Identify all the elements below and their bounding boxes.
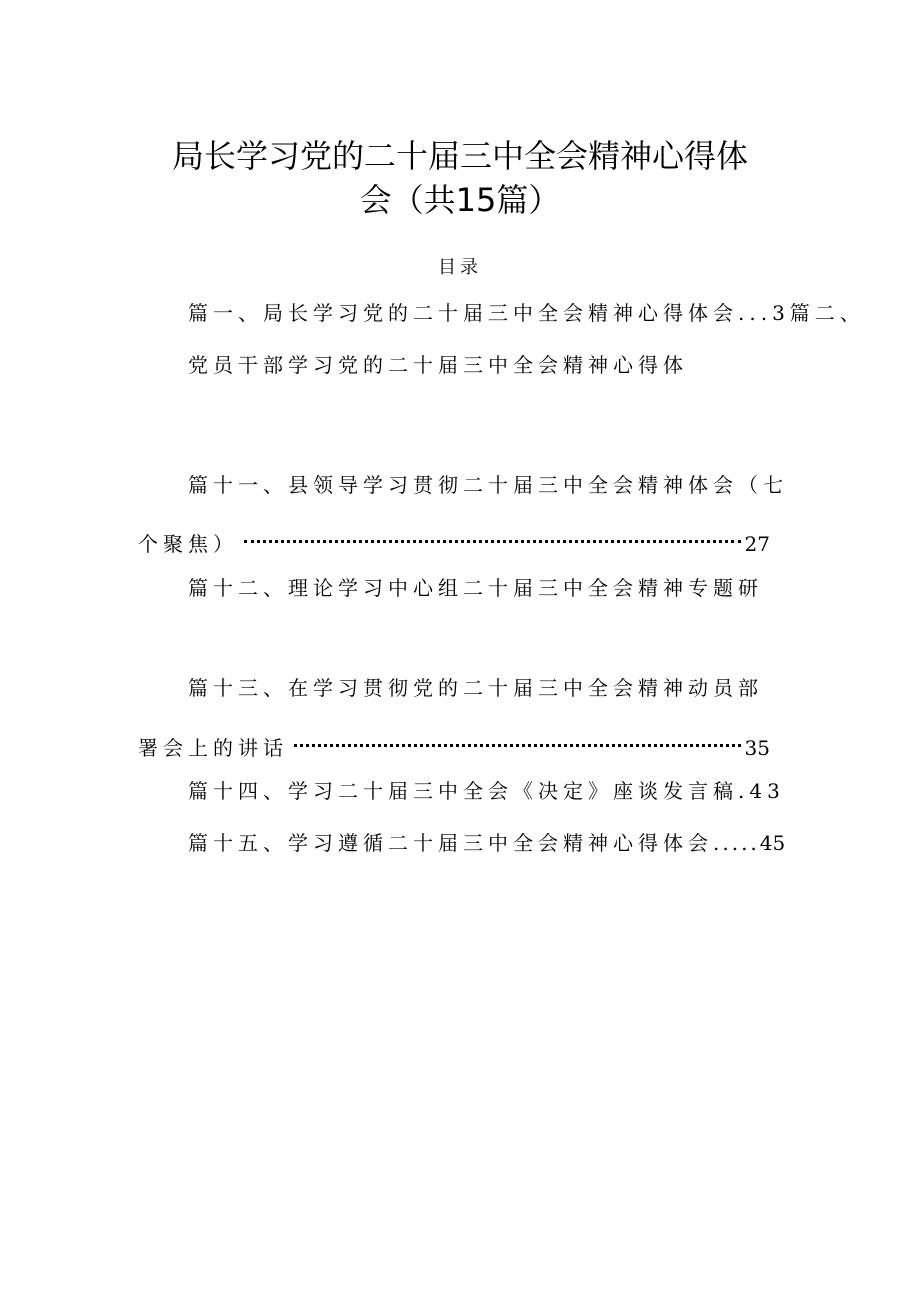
toc-heading: 目录 — [438, 257, 482, 278]
toc-entry-12[interactable]: 篇十二、理论学习中心组二十届三中全会精神专题研 — [188, 576, 763, 600]
toc-entry-15-dots: ..... — [713, 831, 760, 855]
dot-leader — [244, 521, 741, 551]
toc-entry-13-continued[interactable] — [138, 725, 770, 763]
toc-entry-13-text: 署会上的讲话 — [138, 736, 288, 760]
toc-entry-11[interactable]: 篇十一、县领导学习贯彻二十届三中全会精神体会（七 — [188, 473, 788, 497]
toc-entry-11-page-number: 27 — [744, 532, 770, 556]
toc-entry-11-text: 个聚焦） — [138, 532, 238, 556]
toc-entry-15-page-number: 45 — [759, 831, 786, 855]
toc-entry-15[interactable] — [188, 828, 785, 858]
toc-entry-13[interactable]: 篇十三、在学习贯彻党的二十届三中全会精神动员部 — [188, 676, 763, 700]
document-title-line-2: 会（共15篇） — [359, 181, 561, 219]
document-title-line-1: 局长学习党的二十届三中全会精神心得体 — [171, 137, 748, 175]
toc-entry-2-continued[interactable]: 党员干部学习党的二十届三中全会精神心得体 — [188, 353, 688, 377]
dot-leader — [294, 725, 741, 755]
toc-entry-11-continued[interactable] — [138, 521, 770, 559]
toc-entry-13-page-number: 35 — [744, 736, 770, 760]
toc-entry-1-and-2[interactable]: 篇一、局长学习党的二十届三中全会精神心得体会...3篇二、 — [188, 301, 865, 325]
toc-entry-14[interactable]: 篇十四、学习二十届三中全会《决定》座谈发言稿.43 — [188, 779, 785, 803]
toc-entry-15-text: 篇十五、学习遵循二十届三中全会精神心得体会 — [188, 831, 713, 855]
